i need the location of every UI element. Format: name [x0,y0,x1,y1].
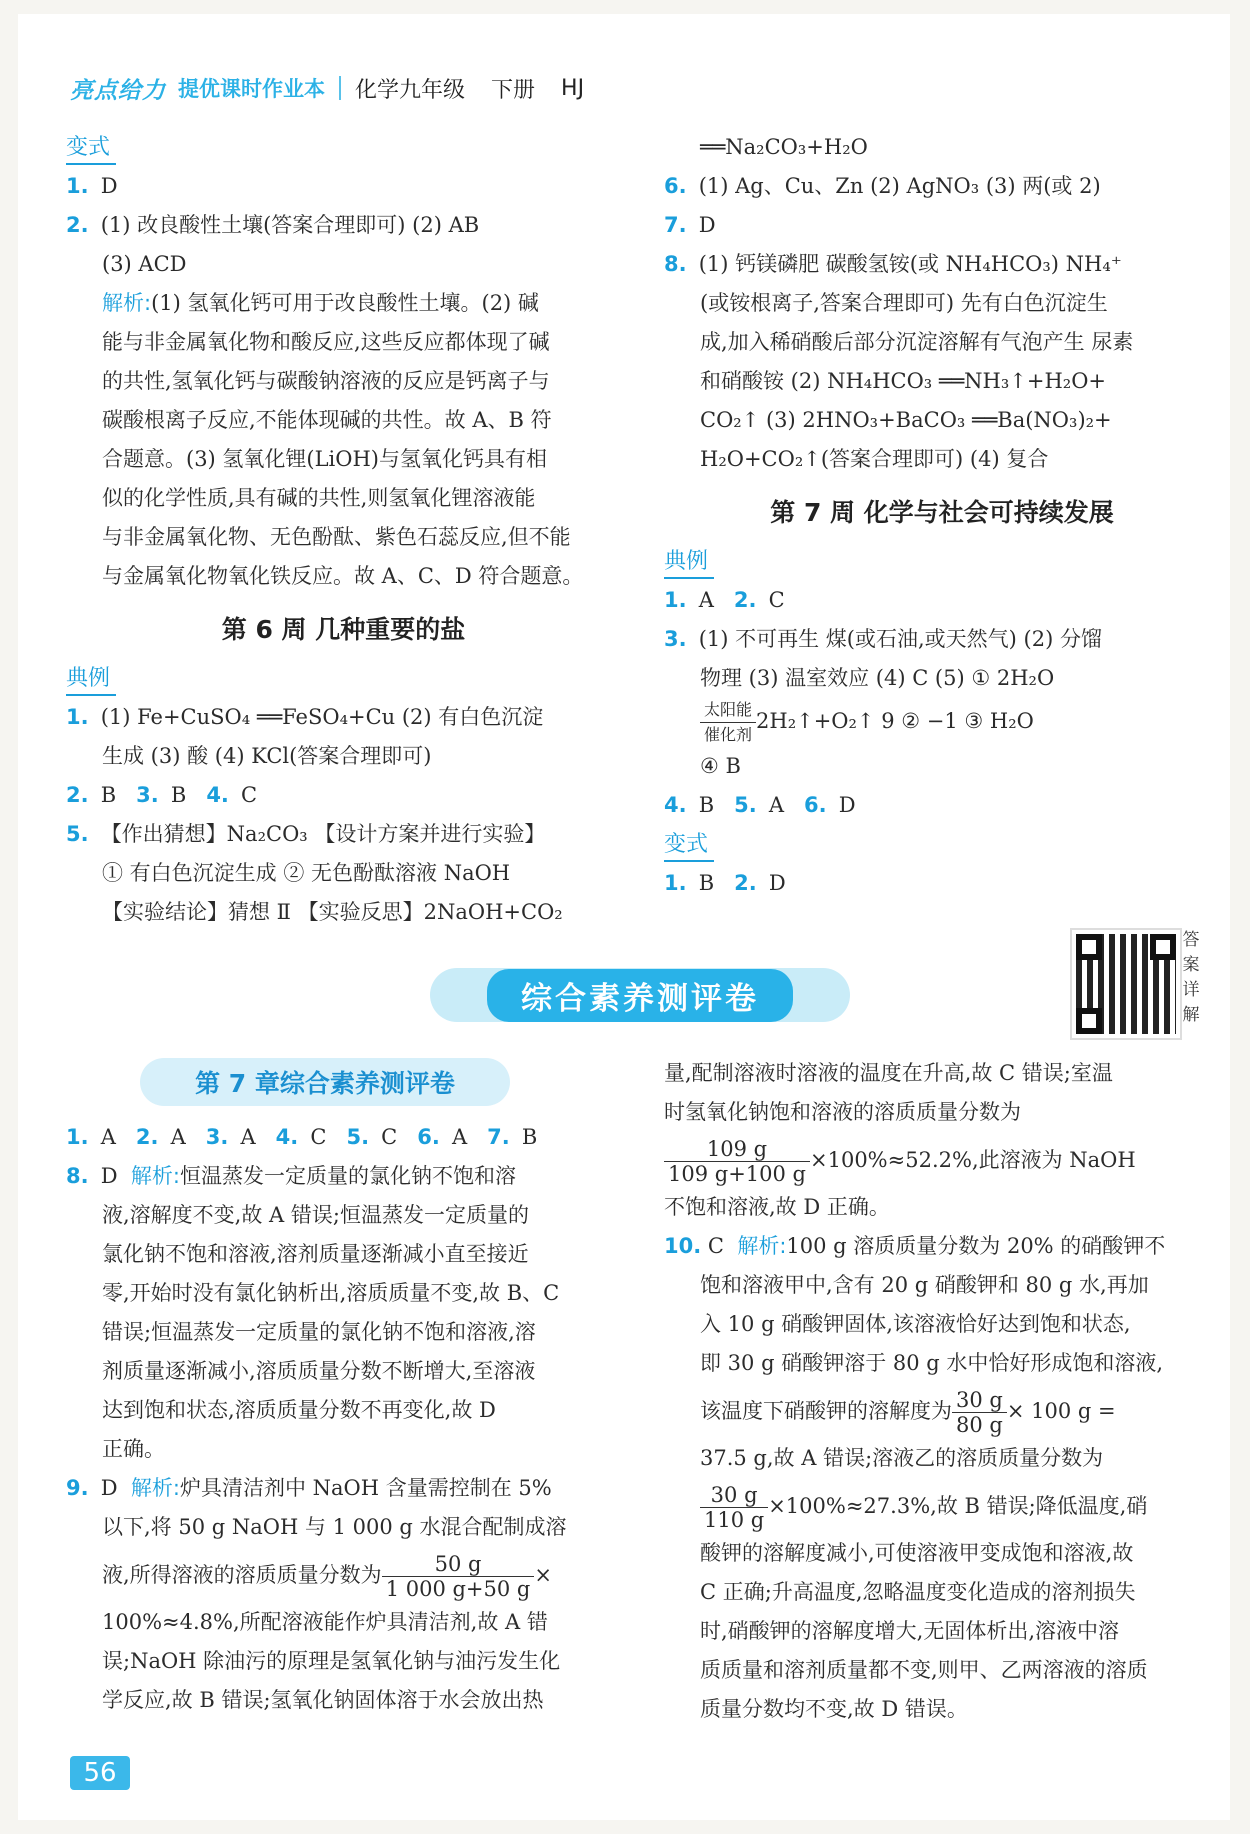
answer-line: 4. B 5. A 6. D [664,793,856,817]
subject-label: 化学九年级 [355,77,466,103]
analysis-line: 零,开始时没有氯化钠析出,溶质质量不变,故 B、C [102,1281,560,1305]
answer-line: 物理 (3) 温室效应 (4) C (5) ① 2H₂O [700,666,1055,690]
analysis-line: 入 10 g 硝酸钾固体,该溶液恰好达到饱和状态, [700,1312,1131,1336]
analysis-line: 正确。 [102,1437,165,1461]
answer-line: 8. D 解析:恒温蒸发一定质量的氯化钠不饱和溶 [66,1164,516,1188]
biansi-tag: 变式 [664,830,714,862]
answer-line: 5. 【作出猜想】Na₂CO₃ 【设计方案并进行实验】 [66,822,546,846]
analysis-line: 时氢氧化钠饱和溶液的溶质质量分数为 [664,1100,1021,1124]
fraction: $\frac{30 g}{110 g}$ [700,1483,768,1532]
analysis-line: C 正确;升高温度,忽略温度变化造成的溶剂损失 [700,1580,1136,1604]
answer-line: 1. D [66,174,118,198]
page-number: 56 [70,1756,130,1790]
analysis-line: 液,溶解度不变,故 A 错误;恒温蒸发一定质量的 [102,1203,529,1227]
analysis-line: 即 30 g 硝酸钾溶于 80 g 水中恰好形成饱和溶液, [700,1351,1164,1375]
right-column-top [664,128,1220,903]
fraction: $\frac{30 g}{80 g}$ [952,1388,1007,1437]
answer-line: 9. D 解析:炉具清洁剂中 NaOH 含量需控制在 5% [66,1476,552,1500]
week6-title: 第 6 周 几种重要的盐 [221,615,466,644]
fraction: $\frac{50 g}{1 000 g+50 g}$ [382,1552,535,1601]
dianli-tag: 典例 [66,664,116,696]
answer-line: (或铵根离子,答案合理即可) 先有白色沉淀生 [700,291,1108,315]
answer-line: 3. (1) 不可再生 煤(或石油,或天然气) (2) 分馏 [664,627,1102,651]
week7-title: 第 7 周 化学与社会可持续发展 [770,498,1114,527]
answer-line: 【实验结论】猜想 Ⅱ 【实验反思】2NaOH+CO₂ [102,900,563,924]
answer-line: 和硝酸铵 (2) NH₄HCO₃ ══NH₃↑+H₂O+ [700,369,1107,393]
analysis-line: 学反应,故 B 错误;氢氧化钠固体溶于水会放出热 [102,1688,544,1712]
analysis-line: 似的化学性质,具有碱的共性,则氢氧化锂溶液能 [102,486,536,510]
answer-line: 1. (1) Fe+CuSO₄ ══FeSO₄+Cu (2) 有白色沉淀 [66,705,544,729]
analysis-line: 该温度下硝酸钾的溶解度为 $\frac{30 g}{80 g}$ × 100 g = [700,1388,1116,1437]
answer-line: 6. (1) Ag、Cu、Zn (2) AgNO₃ (3) 两(或 2) [664,174,1101,198]
analysis-line: 37.5 g,故 A 错误;溶液乙的溶质质量分数为 [700,1446,1104,1470]
answer-line: 10. C 解析:100 g 溶质质量分数为 20% 的硝酸钾不 [664,1234,1166,1258]
answer-line: 成,加入稀硝酸后部分沉淀溶解有气泡产生 尿素 [700,330,1134,354]
analysis-line: 与金属氧化物氧化铁反应。故 A、C、D 符合题意。 [102,564,584,588]
fraction: $\frac{109 g}{109 g+100 g}$ [664,1137,810,1186]
answer-line: (3) ACD [102,252,187,276]
analysis-line: 能与非金属氧化物和酸反应,这些反应都体现了碱 [102,330,550,354]
analysis-line: 碳酸根离子反应,不能体现碱的共性。故 A、B 符 [102,408,552,432]
analysis-line: 酸钾的溶解度减小,可使溶液甲变成饱和溶液,故 [700,1541,1134,1565]
header-divider [339,76,341,100]
left-column-top [66,128,621,932]
analysis-line: 液,所得溶液的溶质质量分数为 $\frac{50 g}{1 000 g+50 g}$ × [102,1552,552,1601]
analysis-line: 时,硝酸钾的溶解度增大,无固体析出,溶液中溶 [700,1619,1120,1643]
right-column-test [664,1054,1220,1729]
analysis-line: 以下,将 50 g NaOH 与 1 000 g 水混合配制成溶 [102,1515,567,1539]
answer-line: 1. A 2. A 3. A 4. C 5. C 6. A 7. B [66,1125,538,1149]
brand-logo: 亮点给力 [70,77,166,104]
answer-line: 7. D [664,213,716,237]
analysis-line: 合题意。(3) 氢氧化锂(LiOH)与氢氧化钙具有相 [102,447,547,471]
qr-code[interactable] [1072,930,1180,1038]
answer-line: ④ B [700,754,741,778]
analysis-line: 100%≈4.8%,所配溶液能作炉具清洁剂,故 A 错 [102,1610,548,1634]
answer-line: 生成 (3) 酸 (4) KCl(答案合理即可) [102,744,432,768]
answer-line: H₂O+CO₂↑(答案合理即可) (4) 复合 [700,447,1049,471]
page-header [70,68,584,108]
answer-line: 1. B 2. D [664,871,786,895]
analysis-line: 的共性,氢氧化钙与碳酸钠溶液的反应是钙离子与 [102,369,550,393]
analysis-line: $\frac{109 g}{109 g+100 g}$ ×100%≈52.2%,此溶液为 NaOH [664,1132,1220,1188]
left-column-test [66,1118,621,1720]
analysis-line: 质质量和溶剂质量都不变,则甲、乙两溶液的溶质 [700,1658,1148,1682]
answer-line: 1. A 2. C [664,588,785,612]
reaction-conditions: $\frac{\text{太阳能}}{\text{催化剂}}$ [700,698,756,747]
section-banner: 综合素养测评卷 [430,968,850,1022]
analysis-line: 与非金属氧化物、无色酚酞、紫色石蕊反应,但不能 [102,525,571,549]
chapter-title: 第 7 章综合素养测评卷 [140,1058,510,1106]
analysis-line: $\frac{30 g}{110 g}$ ×100%≈27.3%,故 B 错误;降低温度,硝 [664,1478,1220,1534]
biansi-tag: 变式 [66,133,116,165]
analysis-line: 饱和溶液甲中,含有 20 g 硝酸钾和 80 g 水,再加 [700,1273,1149,1297]
analysis-line: 质量分数均不变,故 D 错误。 [700,1697,968,1721]
answer-line: 2. (1) 改良酸性土壤(答案合理即可) (2) AB [66,213,480,237]
analysis-line: 剂质量逐渐减小,溶质质量分数不断增大,至溶液 [102,1359,536,1383]
series-subtitle: 提优课时作业本 [178,77,325,101]
answer-line: 2. B 3. B 4. C [66,783,258,807]
answer-line: 8. (1) 钙镁磷肥 碳酸氢铵(或 NH₄HCO₃) NH₄⁺ [664,252,1122,276]
answer-line: CO₂↑ (3) 2HNO₃+BaCO₃ ══Ba(NO₃)₂+ [700,408,1112,432]
equation-line: $\frac{\text{太阳能}}{\text{催化剂}}$ 2H₂↑+O₂↑ 9 ② −1 ③ H₂O [664,698,1220,747]
volume-label: 下册 [491,77,536,103]
analysis-line: 量,配制溶液时溶液的温度在升高,故 C 错误;室温 [664,1061,1113,1085]
answer-line: ══Na₂CO₃+H₂O [700,135,868,159]
answer-line: ① 有白色沉淀生成 ② 无色酚酞溶液 NaOH [102,861,511,885]
analysis-line: 解析:(1) 氢氧化钙可用于改良酸性土壤。(2) 碱 [102,291,539,315]
edition-label: HJ [561,75,585,101]
analysis-line: 达到饱和状态,溶质质量分数不再变化,故 D [102,1398,496,1422]
analysis-line: 误;NaOH 除油污的原理是氢氧化钠与油污发生化 [102,1649,561,1673]
analysis-line: 错误;恒温蒸发一定质量的氯化钠不饱和溶液,溶 [102,1320,536,1344]
dianli-tag: 典例 [664,547,714,579]
analysis-line: 氯化钠不饱和溶液,溶剂质量逐渐减小直至接近 [102,1242,529,1266]
analysis-line: 不饱和溶液,故 D 正确。 [664,1195,890,1219]
qr-label: 答 案 详 解 [1182,930,1200,1025]
